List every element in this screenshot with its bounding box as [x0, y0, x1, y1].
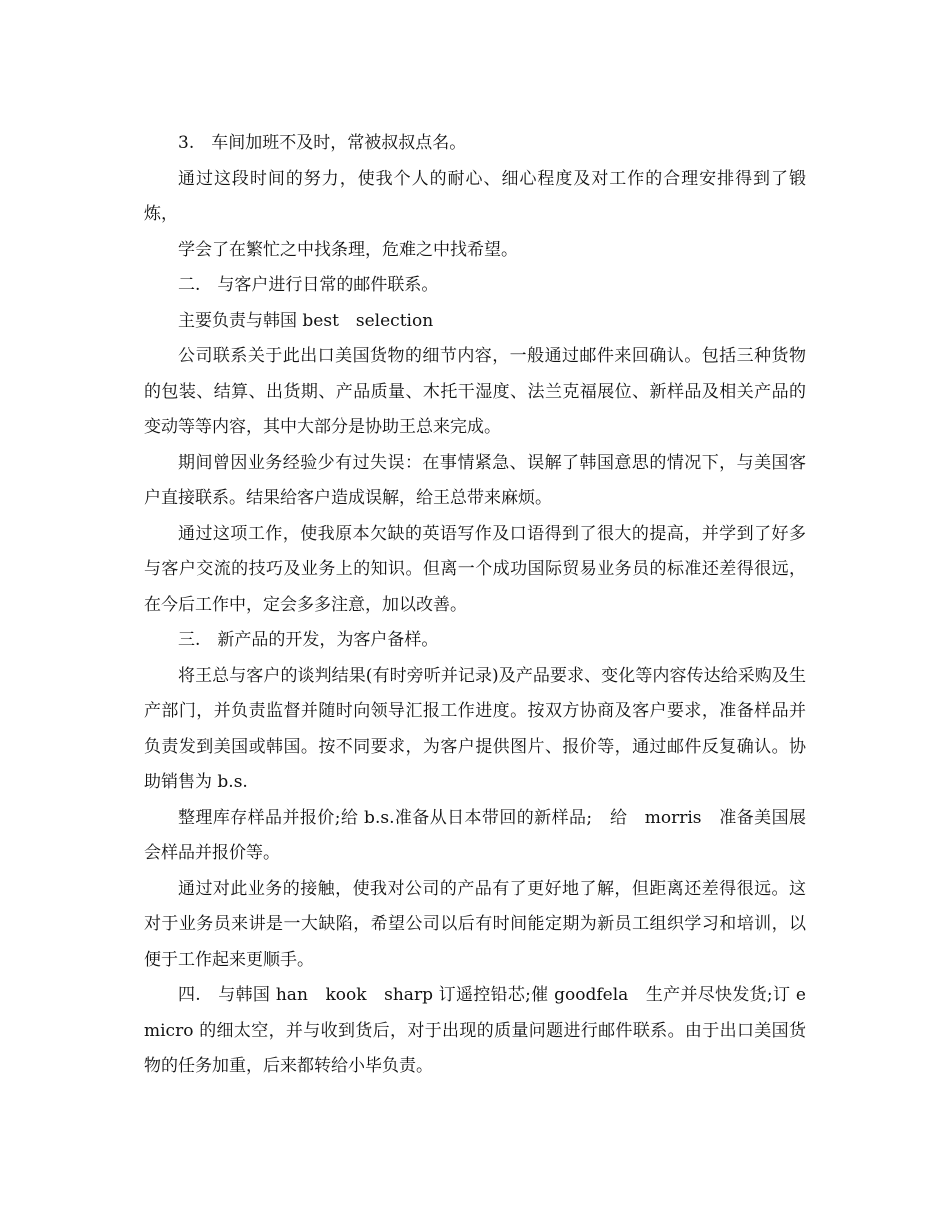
paragraph-english-improvement: 通过这项工作，使我原本欠缺的英语写作及口语得到了很大的提高，并学到了好多与客户交流的技巧及业务上的知识。但离一个成功国际贸易业务员的标准还差得很远，在今后工作中，定会多多注意，加以改善。 [144, 523, 806, 615]
heading-korea-orders: 四. 与韩国 han kook sharp 订遥控铅芯;催 goodfela 生产并尽快发货;订 emicro 的细太空，并与收到货后，对于出现的质量问题进行邮件联系。由于出口美国货物的任务加重，后来都转给小毕负责。 [144, 985, 806, 1076]
paragraph-korea-best-selection: 主要负责与韩国 best selection [178, 310, 434, 331]
document-body [144, 126, 806, 1085]
paragraph-negotiation: 将王总与客户的谈判结果(有时旁听并记录)及产品要求、变化等内容传达给采购及生产部门，并负责监督并随时向领导汇报工作进度。按双方协商及客户要求，准备样品并负责发到美国或韩国。按不同要求，为客户提供图片、报价等，通过邮件反复确认。协助销售为 b.s. [144, 665, 806, 792]
paragraph-company-contact: 公司联系关于此出口美国货物的细节内容，一般通过邮件来回确认。包括三种货物的包装、结算、出货期、产品质量、木托干湿度、法兰克福展位、新样品及相关产品的变动等等内容，其中大部分是协助王总来完成。 [144, 346, 806, 437]
paragraph-training: 通过对此业务的接触，使我对公司的产品有了更好地了解，但距离还差得很远。这对于业务员来讲是一大缺陷，希望公司以后有时间能定期为新员工组织学习和培训，以便于工作起来更顺手。 [144, 878, 806, 970]
paragraph-overtime: 3. 车间加班不及时，常被叔叔点名。 [178, 133, 467, 153]
heading-email-contact: 二. 与客户进行日常的邮件联系。 [178, 275, 439, 295]
paragraph-inventory-samples: 整理库存样品并报价;给 b.s.准备从日本带回的新样品; 给 morris 准备美国展会样品并报价等。 [144, 807, 806, 863]
heading-new-products: 三. 新产品的开发，为客户备样。 [178, 630, 439, 650]
paragraph-learned: 学会了在繁忙之中找条理，危难之中找希望。 [178, 239, 518, 260]
paragraph-effort: 通过这段时间的努力，使我个人的耐心、细心程度及对工作的合理安排得到了锻炼， [144, 168, 806, 224]
paragraph-mistake: 期间曾因业务经验少有过失误：在事情紧急、误解了韩国意思的情况下，与美国客户直接联系。结果给客户造成误解，给王总带来麻烦。 [144, 452, 806, 508]
